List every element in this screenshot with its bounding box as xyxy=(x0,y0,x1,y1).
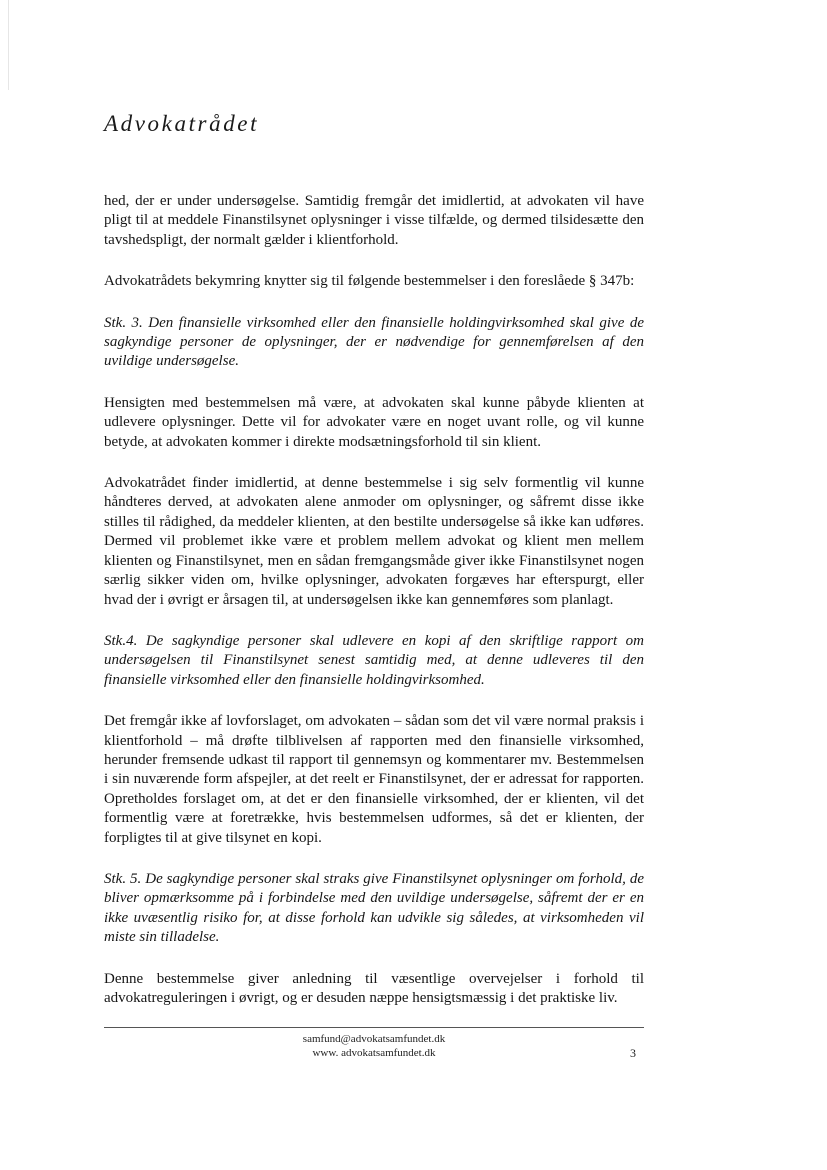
document-body xyxy=(104,192,644,1030)
footer-divider xyxy=(104,1027,644,1028)
paragraph-assessment: Advokatrådet finder imidlertid, at denne bestemmelse i sig selv formentlig vil kunne håndteres derved, at advokaten alene anmoder om oplysninger, og såfremt disse ikke stilles til rådighed, da meddeler klienten, at den bestilte undersøgelse så ikke kan udføres. Dermed vil problemet ikke være et problem mellem advokat og klient men mellem klienten og Finanstilsynet, men en sådan fremgangsmåde giver ikke Finanstilsynet nogen særlig sikker viden om, hvilke oplysninger, advokaten forgæves har efterspurgt, eller hvad der i øvrigt er årsagen til, at undersøgelsen ikke kan gennemføres som planlagt. xyxy=(104,475,644,608)
quoted-provision-stk5: Stk. 5. De sagkyndige personer skal straks give Finanstilsynet oplysninger om forhold, de bliver opmærksomme på i forbindelse med den uvildige undersøgelse, såfremt der er en ikke uvæsentlig risiko for, at disse forhold kan udvikle sig således, at virksomheden vil miste sin tilladelse. xyxy=(104,870,644,946)
page-number: 3 xyxy=(630,1046,636,1060)
paragraph-purpose: Hensigten med bestemmelsen må være, at advokaten skal kunne påbyde klienten at udlevere oplysninger. Dette vil for advokater være en noget uvant rolle, og vil kunne betyde, at advokaten kommer i direkte modsætningsforhold til sin klient. xyxy=(104,394,644,450)
paragraph-concern-intro: Advokatrådets bekymring knytter sig til følgende bestemmelser i den foreslåede § 347b: xyxy=(104,273,635,290)
footer-email: samfund@advokatsamfundet.dk xyxy=(302,1033,446,1045)
paragraph-report-handling: Det fremgår ikke af lovforslaget, om advokaten – sådan som det vil være normal praksis i klientforhold – må drøfte tilblivelsen af rapporten med den finansielle virksomhed, herunder fremsende udkast til rapport til gennemsyn og kommentarer mv. Bestemmelsen i sin nuværende form afspejler, at det reelt er Finanstilsynet, der er adressat for rapporten. Opretholdes forslaget om, at det er den finansielle virksomhed, der er klienten, vil det formentlig være at foretrække, hvis bestemmelsen udformes, så det er klienten, der forpligtes til at give tilsynet en kopi. xyxy=(104,713,644,846)
quoted-provision-stk4: Stk.4. De sagkyndige personer skal udlevere en kopi af den skriftlige rapport om undersøgelsen til Finanstilsynet senest samtidig med, at denne udleveres til den finansielle virksomhed eller den finansielle holdingvirksomhed. xyxy=(104,632,644,688)
quoted-provision-stk3: Stk. 3. Den finansielle virksomhed eller den finansielle holdingvirksomhed skal give de sagkyndige personer de oplysninger, der er nødvendige for gennemførelsen af den uvildige undersøgelse. xyxy=(104,314,644,370)
paragraph-confidentiality: hed, der er under undersøgelse. Samtidig fremgår det imidlertid, at advokaten vil have pligt til at meddele Finanstilsynet oplysninger i visse tilfælde, og dermed tilsidesætte den tavshedspligt, der normalt gælder i klientforhold. xyxy=(104,193,644,248)
footer-website: www. advokatsamfundet.dk xyxy=(312,1047,436,1059)
scan-edge-line xyxy=(8,0,9,90)
paragraph-conclusion: Denne bestemmelse giver anledning til væsentlige overvejelser i forhold til advokatreguleringen i øvrigt, og er desuden næppe hensigtsmæssig i det praktiske liv. xyxy=(104,970,644,1006)
letterhead-title: Advokatrådet xyxy=(104,111,260,136)
